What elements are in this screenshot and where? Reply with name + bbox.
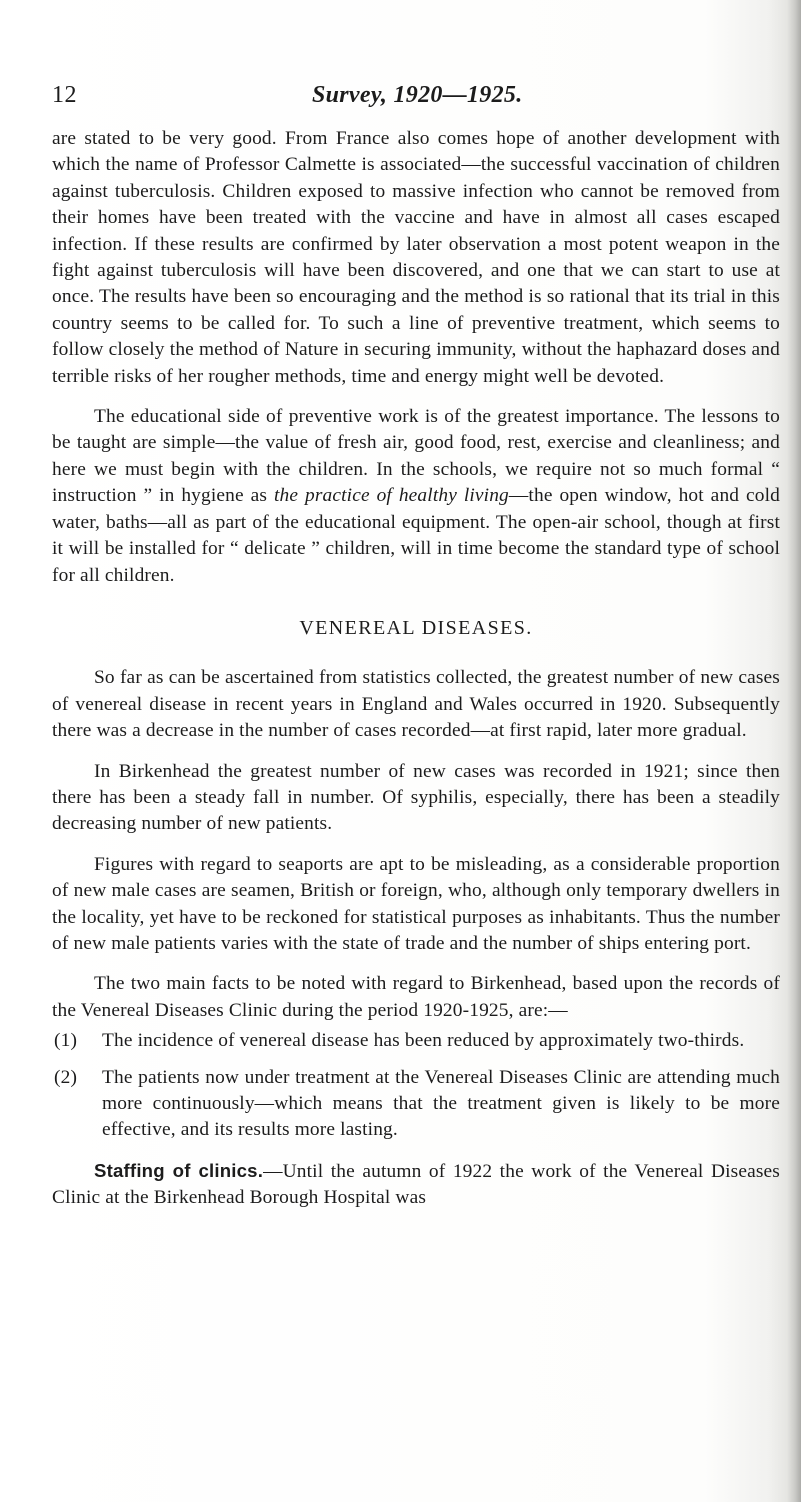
paragraph-text: —Until the autumn of 1922 the work of the Venereal Diseases Clinic at the Birkenhead Borough Hospital was [52, 1160, 780, 1209]
paragraph-main-facts: The two main facts to be noted with regard to Birkenhead, based upon the records of the Venereal Diseases Clinic during the period 1920-1925, are:— [52, 973, 780, 1021]
run-in-heading: Staffing of clinics. [94, 1159, 264, 1181]
page-edge-shadow [787, 0, 801, 1502]
section-heading: VENEREAL DISEASES. [299, 616, 533, 639]
paragraph-educational-side [52, 404, 780, 589]
list-item [52, 1065, 780, 1144]
paragraph-text: —the open window, hot and cold water, baths—all as part of the educational equipment. The open-air school, though at first it will be installed for “ delicate ” children, will in time become the standard type of school for all children. [52, 485, 780, 586]
running-head: Survey, 1920—1925. [312, 82, 523, 108]
paragraph-text: The educational side of preventive work is of the greatest importance. The lessons to be taught are simple—the value of fresh air, good food, rest, exercise and cleanliness; and here we must begin with the children. In the schools, we require not so much formal “ instruction ” in hygiene as [52, 406, 780, 507]
list-text: The patients now under treatment at the Venereal Diseases Clinic are attending much more continuously—which means that the treatment given is likely to be more effective, and its results more lasting. [102, 1066, 780, 1141]
body-text [52, 126, 780, 1212]
list-item [52, 1028, 780, 1054]
paragraph-statistics: So far as can be ascertained from statistics collected, the greatest number of new cases of venereal disease in recent years in England and Wales occurred in 1920. Subsequently there was a decrease in the number of cases recorded—at first rapid, later more gradual. [52, 667, 780, 742]
page-number: 12 [52, 82, 77, 108]
list-number: (2) [54, 1066, 78, 1088]
list-number: (1) [54, 1030, 78, 1052]
page-header [52, 82, 772, 116]
italic-phrase: the practice of healthy living [273, 485, 509, 507]
paragraph-calmette-vaccination: are stated to be very good. From France also comes hope of another development with which the name of Professor Calmette is associated—the successful vaccination of children against tuberculosis. Children exposed to massive infection who cannot be removed from their homes have been treated with the vaccine and have in almost all cases escaped infection. If these results are confirmed by later observation a most potent weapon in the fight against tuberculosis will have been discovered, and one that we can start to use at once. The results have been so encouraging and the method is so rational that its trial in this country seems to be called for. To such a line of preventive treatment, which seems to follow closely the method of Nature in securing immunity, without the haphazard doses and terrible risks of her rougher methods, time and energy might well be devoted. [52, 128, 780, 387]
paragraph-seaports: Figures with regard to seaports are apt to be misleading, as a considerable proportion of new male cases are seamen, British or foreign, who, although only temporary dwellers in the locality, yet have to be reckoned for statistical purposes as inhabitants. Thus the number of new male patients varies with the state of trade and the number of ships entering port. [52, 853, 780, 954]
paragraph-staffing [52, 1158, 780, 1212]
paragraph-birkenhead: In Birkenhead the greatest number of new cases was recorded in 1921; since then there has been a steady fall in number. Of syphilis, especially, there has been a steadily decreasing number of new patients. [52, 760, 780, 835]
list-text: The incidence of venereal disease has been reduced by approximately two-thirds. [102, 1030, 745, 1052]
